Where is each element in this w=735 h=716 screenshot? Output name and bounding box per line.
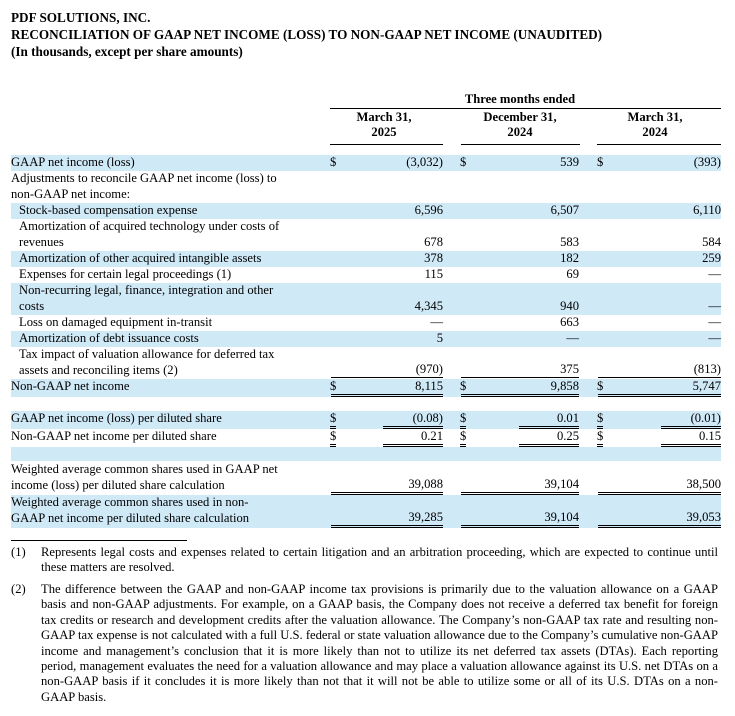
value-mar-2025: (0.08) (383, 411, 443, 429)
value-mar-2025: 4,345 (414, 299, 443, 313)
value-mar-2025: 5 (436, 331, 443, 345)
row-label: Tax impact of valuation allowance for deferred tax (19, 347, 275, 361)
row-label: income (loss) per diluted share calculation (11, 478, 225, 492)
dollar-sign: $ (460, 411, 466, 429)
footnote-marker: (1) (11, 545, 26, 559)
dollar-sign: $ (330, 429, 336, 447)
value-mar-2024: 38,500 (598, 477, 721, 495)
row-stock-based-comp (11, 203, 721, 219)
report-subtitle: (In thousands, except per share amounts) (11, 44, 243, 59)
period-group-header: Three months ended (464, 92, 576, 106)
footnote-marker: (2) (11, 582, 26, 596)
value-dec-2024: 39,104 (461, 510, 579, 528)
row-label: Amortization of acquired technology under costs of (19, 219, 280, 233)
row-label: Non-recurring legal, finance, integration and other (19, 283, 274, 297)
row-label: Non-GAAP net income per diluted share (11, 429, 217, 443)
footnote-2 (11, 582, 718, 710)
value-mar-2025: 8,115 (331, 379, 443, 397)
dollar-sign: $ (330, 379, 337, 393)
value-dec-2024: 940 (560, 299, 579, 313)
value-dec-2024: 539 (560, 155, 579, 169)
row-label: Weighted average common shares used in non- (11, 495, 249, 509)
row-amortization-intangibles (11, 251, 721, 267)
value-mar-2025: 39,088 (331, 477, 443, 495)
row-label: GAAP net income (loss) (11, 155, 135, 169)
value-mar-2024: (813) (598, 362, 721, 378)
dollar-sign: $ (460, 379, 467, 393)
value-mar-2025: — (430, 315, 443, 329)
row-label: Loss on damaged equipment in-transit (19, 315, 213, 329)
row-label: Expenses for certain legal proceedings (1) (19, 267, 232, 281)
value-dec-2024: 0.01 (519, 411, 579, 429)
value-mar-2024: 39,053 (598, 510, 721, 528)
row-label: Weighted average common shares used in GAAP net (11, 462, 278, 476)
value-dec-2024: 375 (461, 362, 579, 378)
footnote-text: The difference between the GAAP and non-GAAP income tax provisions is primarily due to the valuation allowance on a GAAP basis and non-GAAP adjustments. For example, on a GAAP basis, the Company does not receive a deferred tax benefit for foreign tax credits or research and development credits after the valuation allowance. The Company’s non-GAAP tax rate and resulting non-GAAP tax expense is not calculated with a full U.S. federal or state valuation allowance due to the Company’s cumulative non-GAAP income and management’s conclusion that it is more likely than not to utilize its net deferred tax assets (DTAs). Each reporting period, management evaluates the need for a valuation allowance and may place a valuation allowance against its U.S. net DTAs on a non-GAAP basis if it concludes it is more likely than not that it will not be able to utilize some or all of its U.S. DTAs on a non-GAAP basis. (41, 582, 718, 704)
value-dec-2024: 69 (566, 267, 579, 281)
value-dec-2024: 0.25 (519, 429, 579, 447)
row-loss-damaged-equipment (11, 315, 721, 331)
value-mar-2025: 678 (424, 235, 443, 249)
value-mar-2025: 6,596 (414, 203, 443, 217)
row-debt-issuance-costs (11, 331, 721, 347)
row-label: GAAP net income (loss) per diluted share (11, 411, 222, 425)
value-mar-2024: (393) (693, 155, 721, 169)
row-tax-impact (11, 347, 721, 379)
value-mar-2025: 39,285 (331, 510, 443, 528)
row-non-gaap-eps (11, 429, 721, 447)
value-dec-2024: 39,104 (461, 477, 579, 495)
value-mar-2025: (3,032) (406, 155, 443, 169)
value-mar-2024: 6,110 (693, 203, 721, 217)
row-label: Adjustments to reconcile GAAP net income (loss) to (11, 171, 277, 185)
row-weighted-avg-non-gaap (11, 495, 721, 528)
spacer-row (11, 447, 721, 461)
row-legal-expenses (11, 267, 721, 283)
col-header-mar-2024: March 31, 2024 (627, 110, 683, 139)
value-mar-2024: 259 (702, 251, 721, 265)
value-dec-2024: 583 (560, 235, 579, 249)
dollar-sign: $ (330, 411, 336, 429)
col-rule-1 (330, 144, 443, 145)
row-amortization-tech (11, 219, 721, 251)
col-rule-3 (597, 144, 721, 145)
row-gaap-net-income (11, 155, 721, 171)
row-adjustments-header (11, 171, 721, 203)
row-non-recurring-costs (11, 283, 721, 315)
value-mar-2025: 378 (424, 251, 443, 265)
row-label: GAAP net income per diluted share calculation (11, 511, 250, 525)
dollar-sign: $ (330, 155, 337, 169)
value-mar-2024: — (708, 315, 721, 329)
value-mar-2024: 5,747 (598, 379, 721, 397)
value-mar-2025: 0.21 (383, 429, 443, 447)
row-label: Amortization of debt issuance costs (19, 331, 199, 345)
row-label: Non-GAAP net income (11, 379, 130, 393)
value-mar-2025: (970) (331, 362, 443, 378)
dollar-sign: $ (460, 155, 467, 169)
row-label: Stock-based compensation expense (19, 203, 198, 217)
value-dec-2024: — (566, 331, 579, 345)
dollar-sign: $ (460, 429, 466, 447)
value-mar-2025: 115 (424, 267, 443, 281)
row-label: Amortization of other acquired intangible assets (19, 251, 262, 265)
footnote-1 (11, 545, 718, 577)
company-name: PDF SOLUTIONS, INC. (11, 10, 151, 25)
row-label: assets and reconciling items (2) (19, 363, 178, 377)
footnote-text: Represents legal costs and expenses related to certain litigation and an arbitration proceeding, which are expected to continue until these matters are resolved. (41, 545, 718, 575)
value-mar-2024: 0.15 (661, 429, 721, 447)
header-rule (330, 108, 721, 109)
report-title: RECONCILIATION OF GAAP NET INCOME (LOSS) TO NON-GAAP NET INCOME (UNAUDITED) (11, 27, 603, 42)
value-dec-2024: 182 (560, 251, 579, 265)
value-dec-2024: 663 (560, 315, 579, 329)
dollar-sign: $ (597, 411, 603, 429)
value-dec-2024: 6,507 (550, 203, 579, 217)
value-mar-2024: — (708, 299, 721, 313)
row-non-gaap-net-income (11, 379, 721, 397)
footnote-separator (11, 540, 187, 541)
col-rule-2 (461, 144, 580, 145)
col-header-mar-2025: March 31, 2025 (356, 110, 412, 139)
row-weighted-avg-gaap (11, 462, 721, 495)
row-label: revenues (19, 235, 64, 249)
value-mar-2024: — (708, 331, 721, 345)
row-label: non-GAAP net income: (11, 187, 131, 201)
dollar-sign: $ (597, 429, 603, 447)
dollar-sign: $ (597, 379, 604, 393)
value-dec-2024: 9,858 (461, 379, 579, 397)
dollar-sign: $ (597, 155, 604, 169)
col-header-dec-2024: December 31, 2024 (483, 110, 557, 139)
value-mar-2024: — (708, 267, 721, 281)
value-mar-2024: 584 (702, 235, 721, 249)
value-mar-2024: (0.01) (661, 411, 721, 429)
row-gaap-eps (11, 411, 721, 429)
row-label: costs (19, 299, 45, 313)
spacer-row (11, 397, 721, 411)
